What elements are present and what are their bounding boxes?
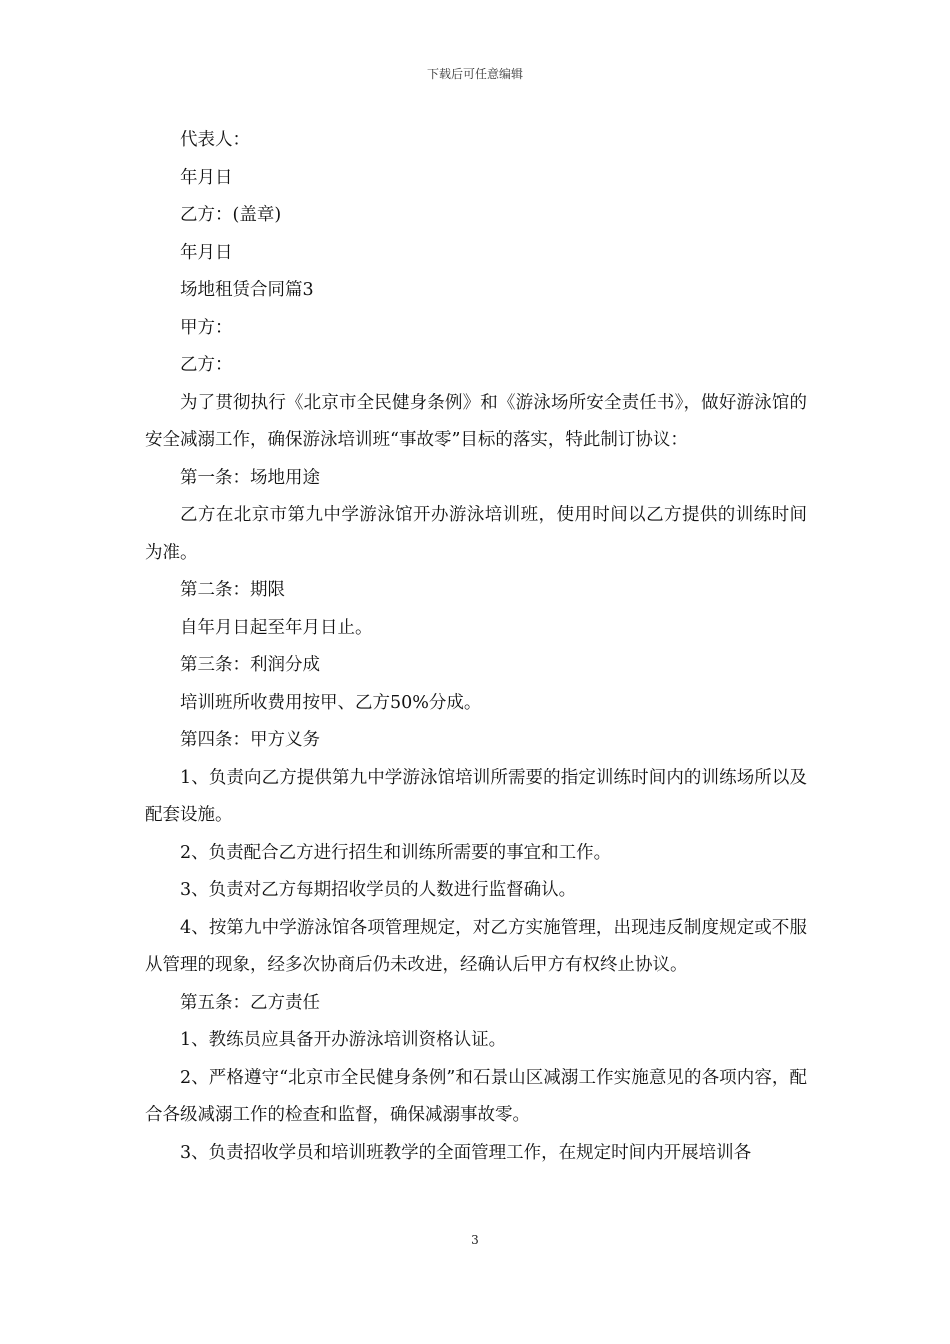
paragraph-date-2: 年月日: [180, 242, 233, 263]
article-4-heading: 第四条：甲方义务: [180, 730, 320, 750]
article-4-item-3: 3、负责对乙方每期招收学员的人数进行监督确认。: [180, 880, 577, 900]
article-3-heading: 第三条：利润分成: [180, 655, 320, 675]
article-2-heading: 第二条：期限: [180, 580, 285, 600]
page-number: 3: [471, 1233, 479, 1247]
article-1-heading: 第一条：场地用途: [180, 467, 320, 488]
article-4-item-1: 1、负责向乙方提供第九中学游泳馆培训所需要的指定训练时间内的训练场所以及配套设施。: [145, 767, 807, 825]
article-5-item-2: 2、严格遵守“北京市全民健身条例”和石景山区减溺工作实施意见的各项内容，配合各级减溺工作的检查和监督，确保减溺事故零。: [145, 1067, 807, 1125]
page-header: 下载后可任意编辑: [426, 67, 523, 81]
article-5-heading: 第五条：乙方责任: [180, 992, 320, 1013]
paragraph-preamble: 为了贯彻执行《北京市全民健身条例》和《游泳场所安全责任书》，做好游泳馆的安全减溺工作，确保游泳培训班“事故零”目标的落实，特此制订协议：: [145, 392, 807, 450]
paragraph-date-1: 年月日: [180, 167, 233, 188]
paragraph-representative: 代表人：: [180, 130, 250, 150]
paragraph-party-a: 甲方：: [180, 317, 233, 338]
article-4-item-4: 4、按第九中学游泳馆各项管理规定，对乙方实施管理，出现违反制度规定或不服从管理的现象，经多次协商后仍未改进，经确认后甲方有权终止协议。: [145, 917, 807, 975]
article-1-body: 乙方在北京市第九中学游泳馆开办游泳培训班，使用时间以乙方提供的训练时间为准。: [145, 505, 807, 563]
article-5-item-3: 3、负责招收学员和培训班教学的全面管理工作，在规定时间内开展培训各: [180, 1142, 752, 1163]
article-3-body: 培训班所收费用按甲、乙方50%分成。: [180, 692, 482, 713]
document-body: [145, 122, 807, 1172]
paragraph-party-b-seal: 乙方：(盖章): [180, 205, 282, 225]
article-2-body: 自年月日起至年月日止。: [180, 617, 373, 638]
article-4-item-2: 2、负责配合乙方进行招生和训练所需要的事宜和工作。: [180, 842, 612, 863]
paragraph-party-b: 乙方：: [180, 355, 233, 375]
contract-title: 场地租赁合同篇3: [180, 280, 314, 300]
article-5-item-1: 1、教练员应具备开办游泳培训资格认证。: [180, 1030, 507, 1050]
